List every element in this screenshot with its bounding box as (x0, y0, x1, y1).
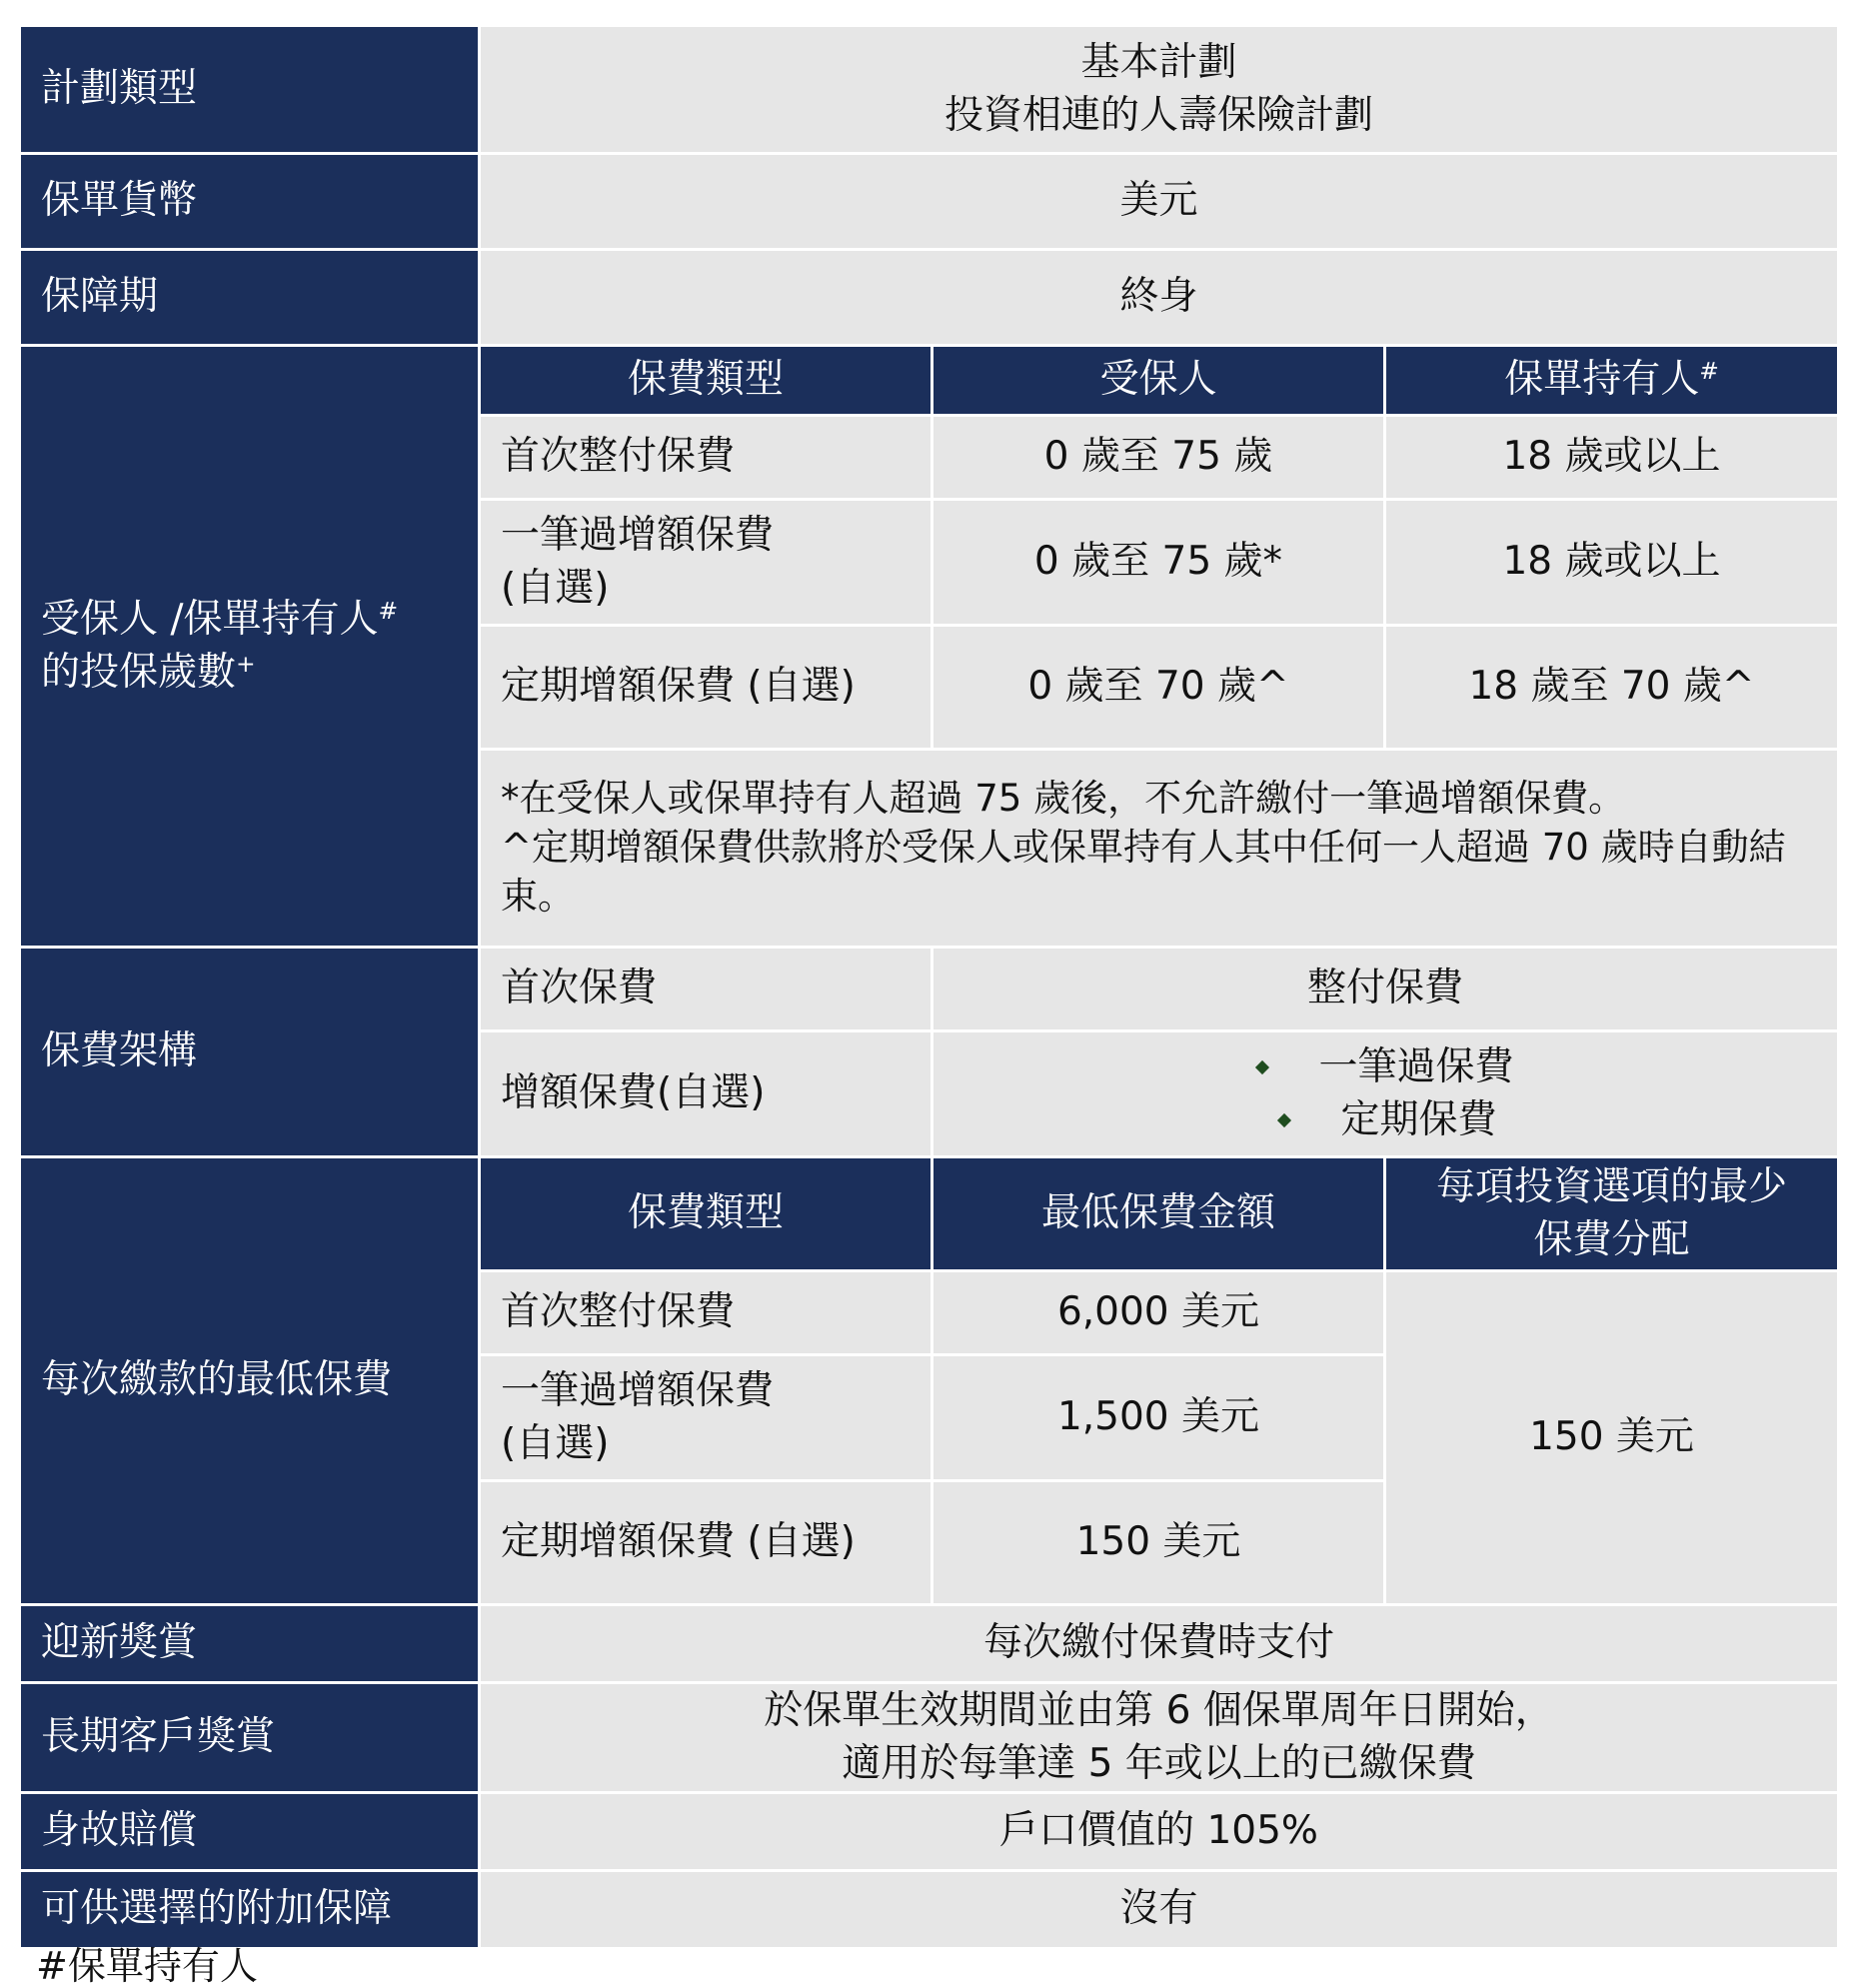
issue-age-insured: 0 歲至 75 歲* (932, 500, 1385, 626)
issue-age-notes (480, 750, 1839, 948)
currency-value: 美元 (480, 154, 1839, 250)
issue-age-header-owner-text: 保單持有人 (1504, 357, 1700, 403)
min-premium-header-allocation-line2: 保費分配 (1533, 1216, 1690, 1262)
issue-age-owner: 18 歲或以上 (1385, 500, 1839, 626)
welcome-bonus-label: 迎新獎賞 (20, 1605, 480, 1683)
row-loyalty-bonus (20, 1683, 1839, 1793)
list-item (1257, 1041, 1514, 1094)
riders-label: 可供選擇的附加保障 (20, 1871, 480, 1949)
min-premium-amount: 6,000 美元 (932, 1271, 1385, 1355)
plan-type-line2: 投資相連的人壽保險計劃 (944, 92, 1374, 138)
min-premium-header-allocation (1385, 1157, 1839, 1271)
footnote: #保單持有人 (36, 1944, 258, 1988)
premium-structure-topup-options (932, 1031, 1839, 1157)
min-premium-header-amount: 最低保費金額 (932, 1157, 1385, 1271)
benefit-term-value: 終身 (480, 250, 1839, 346)
issue-age-label-part2: 的投保歲數 (41, 649, 237, 695)
issue-age-owner: 18 歲或以上 (1385, 416, 1839, 500)
death-benefit-value: 戶口價值的 105% (480, 1793, 1839, 1871)
row-issue-age-header (20, 346, 1839, 416)
min-premium-amount: 1,500 美元 (932, 1355, 1385, 1481)
riders-value: 沒有 (480, 1871, 1839, 1949)
row-benefit-term (20, 250, 1839, 346)
min-premium-type: 首次整付保費 (480, 1271, 932, 1355)
row-welcome-bonus (20, 1605, 1839, 1683)
issue-age-insured: 0 歲至 75 歲 (932, 416, 1385, 500)
loyalty-bonus-label: 長期客戶獎賞 (20, 1683, 480, 1793)
row-premium-structure-initial (20, 948, 1839, 1031)
min-premium-type: 定期增額保費 (自選) (480, 1481, 932, 1605)
product-summary-table (18, 24, 1840, 1950)
row-riders (20, 1871, 1839, 1949)
issue-age-insured: 0 歲至 70 歲^ (932, 626, 1385, 750)
premium-structure-initial-label: 首次保費 (480, 948, 932, 1031)
min-premium-type-line1: 一筆過增額保費 (501, 1367, 775, 1413)
issue-age-header-insured: 受保人 (932, 346, 1385, 416)
min-premium-type (480, 1355, 932, 1481)
diamond-bullet-icon (1254, 1060, 1268, 1074)
topup-option-label: 定期保費 (1340, 1096, 1497, 1142)
row-currency (20, 154, 1839, 250)
benefit-term-label: 保障期 (20, 250, 480, 346)
plan-type-label: 計劃類型 (20, 26, 480, 154)
issue-age-label (20, 346, 480, 948)
min-premium-header-allocation-line1: 每項投資選項的最少 (1436, 1163, 1788, 1209)
topup-options-list (1257, 1041, 1514, 1146)
issue-age-type: 定期增額保費 (自選) (480, 626, 932, 750)
issue-age-type: 首次整付保費 (480, 416, 932, 500)
min-premium-header-premium-type: 保費類型 (480, 1157, 932, 1271)
row-min-premium-header (20, 1157, 1839, 1271)
currency-label: 保單貨幣 (20, 154, 480, 250)
death-benefit-label: 身故賠償 (20, 1793, 480, 1871)
issue-age-note-1: *在受保人或保單持有人超過 75 歲後，不允許繳付一筆過增額保費。 (501, 777, 1626, 821)
welcome-bonus-value: 每次繳付保費時支付 (480, 1605, 1839, 1683)
issue-age-header-premium-type: 保費類型 (480, 346, 932, 416)
issue-age-label-part1: 受保人 /保單持有人 (41, 596, 379, 642)
plan-type-line1: 基本計劃 (1080, 39, 1237, 85)
min-premium-amount: 150 美元 (932, 1481, 1385, 1605)
issue-age-type-line2: (自選) (501, 565, 610, 611)
diamond-bullet-icon (1276, 1113, 1290, 1127)
issue-age-header-owner (1385, 346, 1839, 416)
premium-structure-initial-value: 整付保費 (932, 948, 1839, 1031)
min-premium-type-line2: (自選) (501, 1420, 610, 1466)
issue-age-type-line1: 一筆過增額保費 (501, 512, 775, 558)
issue-age-owner: 18 歲至 70 歲^ (1385, 626, 1839, 750)
row-plan-type (20, 26, 1839, 154)
row-death-benefit (20, 1793, 1839, 1871)
issue-age-label-sup2: + (236, 649, 256, 678)
min-premium-allocation: 150 美元 (1385, 1271, 1839, 1605)
issue-age-label-sup1: # (378, 597, 399, 625)
loyalty-bonus-line2: 適用於每筆達 5 年或以上的已繳保費 (842, 1740, 1476, 1786)
issue-age-header-owner-sup: # (1699, 357, 1719, 386)
issue-age-type (480, 500, 932, 626)
plan-type-value (480, 26, 1839, 154)
issue-age-note-2: ^定期增額保費供款將於受保人或保單持有人其中任何一人超過 70 歲時自動結束。 (501, 826, 1786, 918)
premium-structure-label: 保費架構 (20, 948, 480, 1157)
loyalty-bonus-line1: 於保單生效期間並由第 6 個保單周年日開始， (764, 1687, 1554, 1733)
list-item (1279, 1094, 1514, 1147)
loyalty-bonus-value (480, 1683, 1839, 1793)
topup-option-label: 一筆過保費 (1318, 1043, 1514, 1089)
premium-structure-topup-label: 增額保費(自選) (480, 1031, 932, 1157)
min-premium-label: 每次繳款的最低保費 (20, 1157, 480, 1605)
